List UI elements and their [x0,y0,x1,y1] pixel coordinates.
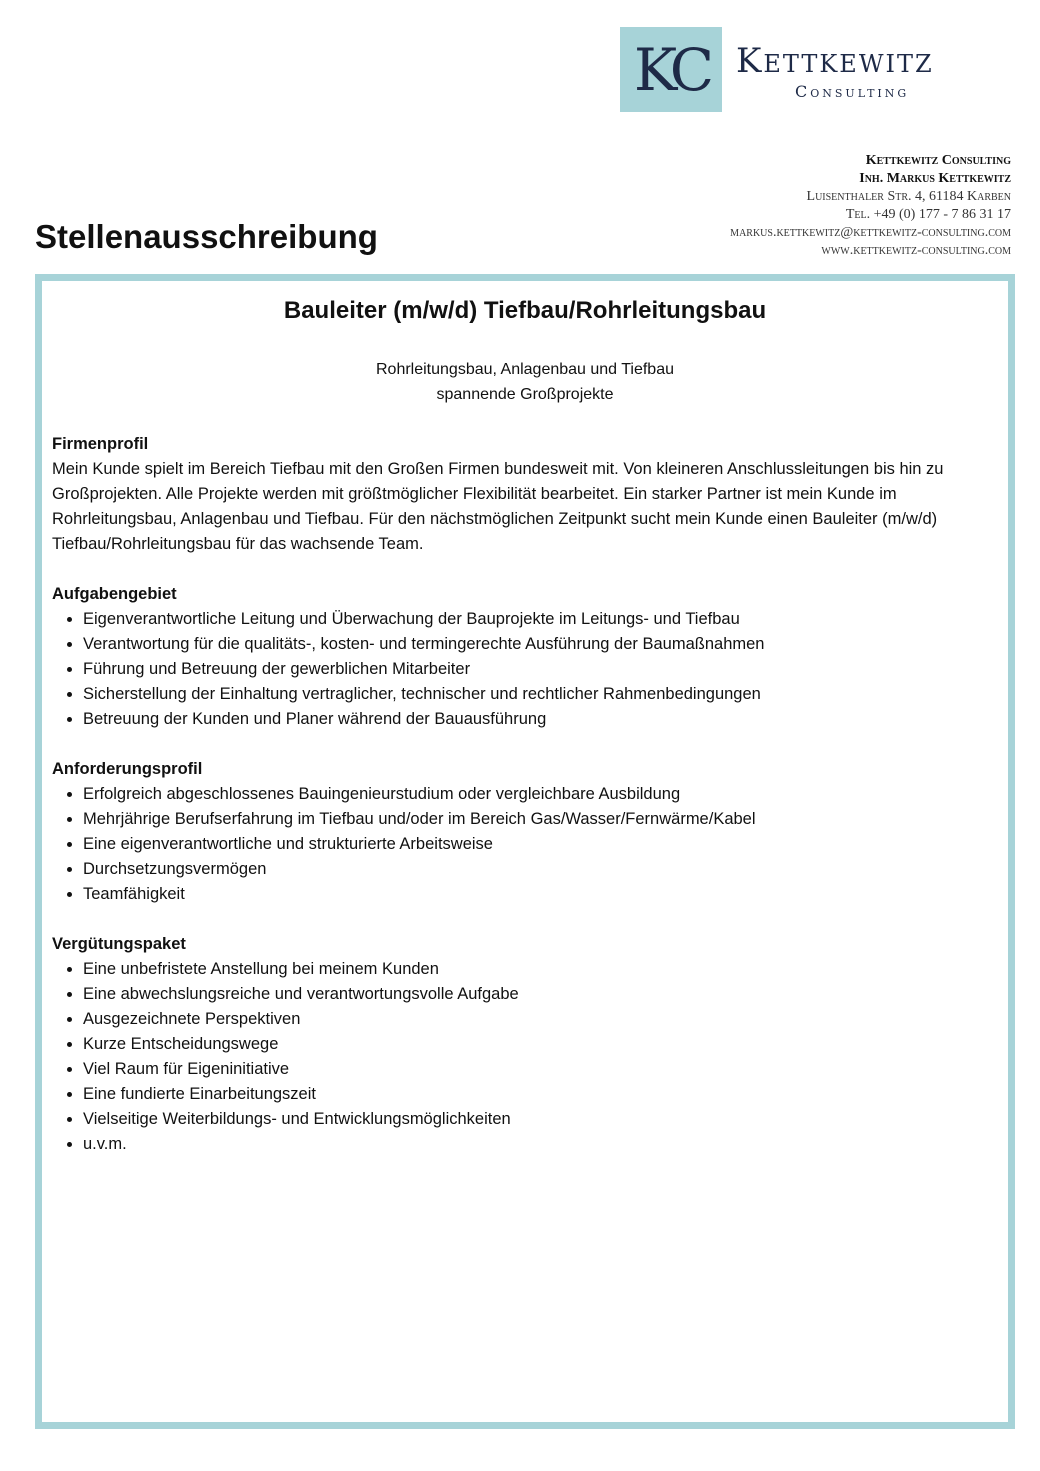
job-content [52,432,992,1182]
job-subtitle-line-1: Rohrleitungsbau, Anlagenbau und Tiefbau [375,361,674,378]
list-item: • Sicherstellung der Einhaltung vertraglicher, technischer und rechtlicher Rahmenbedingungen [83,682,992,707]
bullet-list [52,782,992,907]
list-item: • Viel Raum für Eigeninitiative [83,1057,992,1082]
section-heading: Anforderungsprofil [52,760,203,778]
contact-company: Kettkewitz Consulting [865,153,1011,168]
job-title: Bauleiter (m/w/d) Tiefbau/Rohrleitungsbau [283,297,767,324]
contact-web[interactable]: www.kettkewitz-consulting.com [821,243,1011,258]
list-item: • Verantwortung für die qualitäts-, kosten- und termingerechte Ausführung der Baumaßnahmen [83,632,992,657]
list-item: • Mehrjährige Berufserfahrung im Tiefbau und/oder im Bereich Gas/Wasser/Fernwärme/Kabel [83,807,992,832]
contact-email[interactable]: markus.kettkewitz@kettkewitz-consulting.com [730,225,1011,240]
list-item: • Eine eigenverantwortliche und strukturierte Arbeitsweise [83,832,992,857]
list-item: • Kurze Entscheidungswege [83,1032,992,1057]
list-item: • u.v.m. [83,1132,992,1157]
list-item: • Betreuung der Kunden und Planer während der Bauausführung [83,707,992,732]
section-text: Mein Kunde spielt im Bereich Tiefbau mit den Großen Firmen bundesweit mit. Von kleineren Anschlussleitungen bis hin zu Großprojekten. Alle Projekte werden mit größtmöglicher Flexibilität bearbeitet. Ein starker Partner ist mein Kunde im Rohrleitungsbau, Anlagenbau und Tiefbau. Für den nächstmöglichen Zeitpunkt sucht mein Kunde einen Bauleiter (m/w/d) Tiefbau/Rohrleitungsbau für das wachsende Team. [52,460,944,553]
section-verguetungspaket [52,932,992,1157]
section-heading: Aufgabengebiet [52,585,177,603]
contact-phone: Tel. +49 (0) 177 - 7 86 31 17 [845,207,1011,222]
section-firmenprofil [52,432,992,557]
section-aufgabengebiet [52,582,992,732]
list-item: • Teamfähigkeit [83,882,992,907]
list-item: • Eine unbefristete Anstellung bei meinem Kunden [83,957,992,982]
list-item: • Erfolgreich abgeschlossenes Bauingenieurstudium oder vergleichbare Ausbildung [83,782,992,807]
section-heading: Vergütungspaket [52,935,186,953]
logo-subtitle: Consulting [795,82,910,101]
section-heading: Firmenprofil [52,435,149,453]
contact-address: Luisenthaler Str. 4, 61184 Karben [806,189,1011,204]
logo-mark [620,27,722,112]
section-anforderungsprofil [52,757,992,907]
list-item: • Führung und Betreuung der gewerblichen Mitarbeiter [83,657,992,682]
list-item: • Vielseitige Weiterbildungs- und Entwicklungsmöglichkeiten [83,1107,992,1132]
logo-mark-text: KC [633,35,709,104]
list-item: • Eine fundierte Einarbeitungszeit [83,1082,992,1107]
contact-block [730,152,1011,260]
list-item: • Eine abwechslungsreiche und verantwortungsvolle Aufgabe [83,982,992,1007]
bullet-list [52,607,992,732]
job-subtitle-line-2: spannende Großprojekte [436,386,614,403]
list-item: • Durchsetzungsvermögen [83,857,992,882]
job-subtitle [42,357,1008,407]
list-item: • Eigenverantwortliche Leitung und Überwachung der Bauprojekte im Leitungs- und Tiefbau [83,607,992,632]
logo-name: Kettkewitz [736,41,934,81]
bullet-list [52,957,992,1157]
document-title: Stellenausschreibung [35,218,378,255]
contact-owner: Inh. Markus Kettkewitz [859,171,1011,186]
job-posting-frame [35,274,1015,1429]
list-item: • Ausgezeichnete Perspektiven [83,1007,992,1032]
